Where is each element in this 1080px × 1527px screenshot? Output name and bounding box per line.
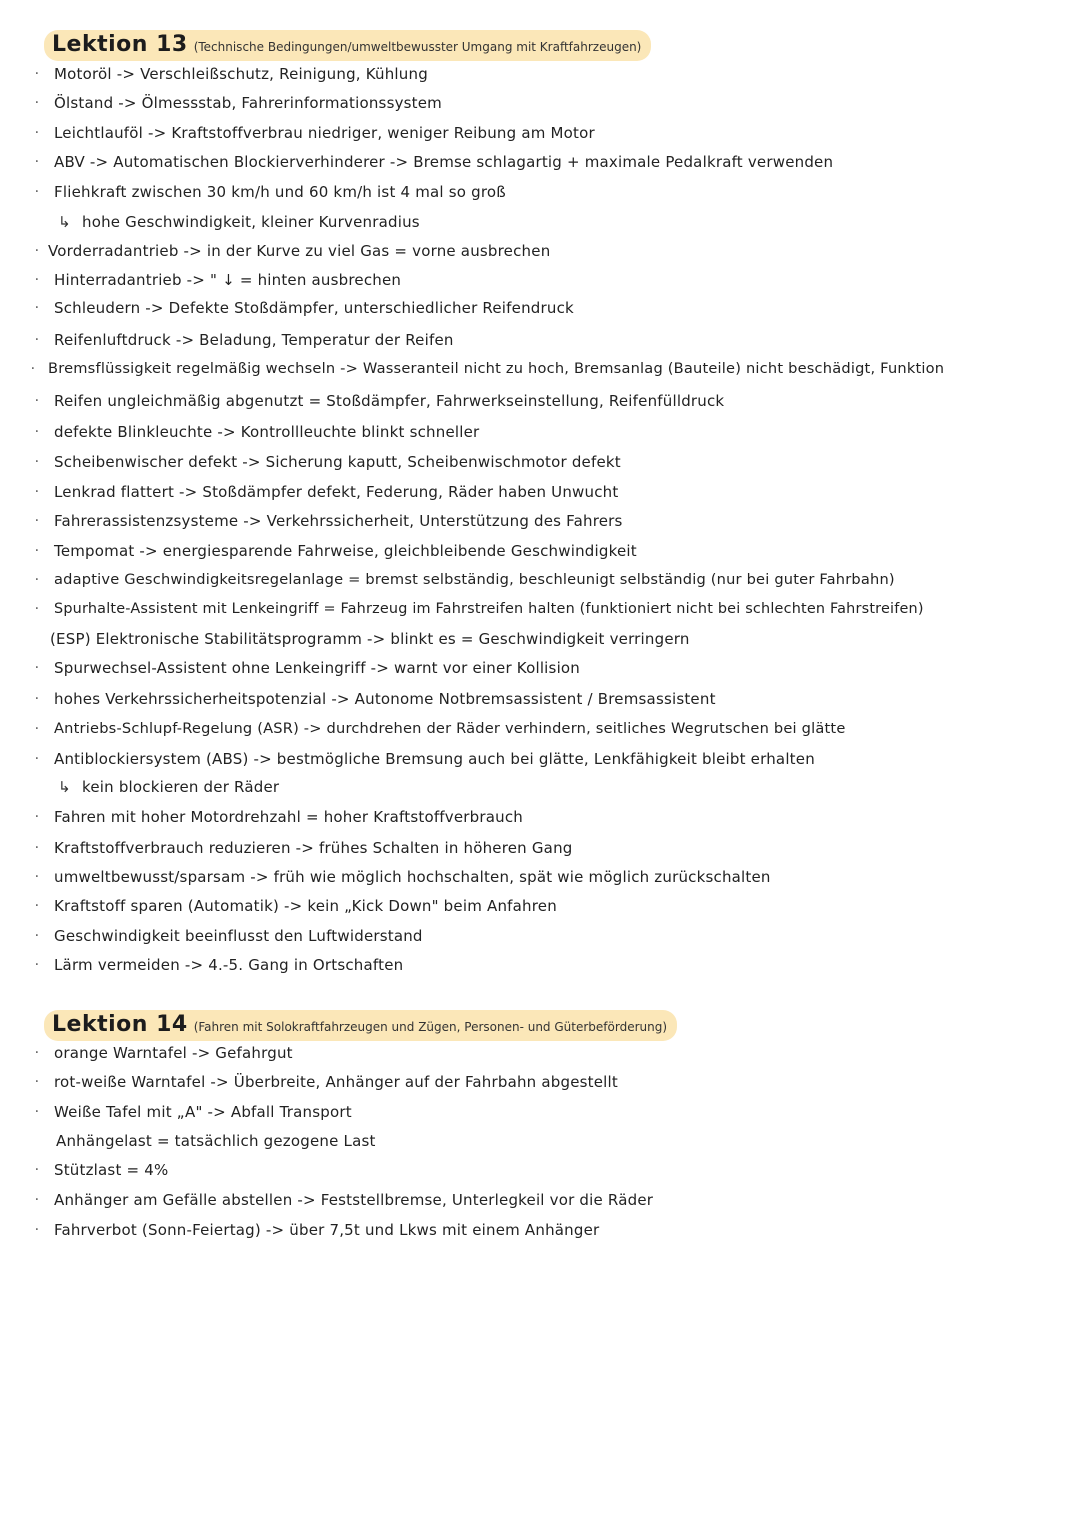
bullet-icon: · [34,1162,40,1178]
bullet-icon: · [34,184,40,200]
bullet-icon: · [34,513,40,529]
bullet-icon: · [34,454,40,470]
bullet-icon: · [34,154,40,170]
bullet-icon: · [34,1074,40,1090]
bullet-icon: · [34,928,40,944]
bullet-icon: · [34,243,40,259]
hook-arrow-icon: ↳ [58,778,71,796]
hook-arrow-icon: ↳ [58,213,71,231]
bullet-icon: · [30,361,36,377]
bullet-icon: · [34,332,40,348]
bullet-icon: · [34,691,40,707]
bullet-icon: · [34,840,40,856]
bullet-icon: · [34,125,40,141]
bullet-icon: · [34,809,40,825]
lektion-13-heading [44,30,651,61]
notes-page: Lektion 13 (Technische Bedingungen/umweltbewusster Umgang mit Kraftfahrzeugen) · Motoröl -> Verschleißschutz, Reinigung, Kühlung · Ölstand -> Ölmessstab, Fahrerinformationssystem · Leichtlauföl -> Kraftstoffverbrau niedriger, weniger Reibung am Motor · ABV -> Automatischen Blockierverhinderer -> Bremse schlagartig + maximale Pedalkraft verwenden · Fliehkraft zwischen 30 km/h und 60 km/h ist 4 mal so groß ↳ hohe Geschwindigkeit, kleiner Kurvenradius · Vorderradantrieb -> in der Kurve zu viel Gas = vorne ausbrechen · Hinterradantrieb -> " ↓ = hinten ausbrechen · Schleudern -> Defekte Stoßdämpfer, unterschiedlicher Reifendruck · Reifenluftdruck -> Beladung, Temperatur der Reifen · Bremsflüssigkeit regelmäßig wechseln -> Wasseranteil nicht zu hoch, Bremsanlag (Bauteile) nicht beschädigt, Funktion · Reifen ungleichmäßig abgenutzt = Stoßdämpfer, Fahrwerkseinstellung, Reifenfülldruck · defekte Blinkleuchte -> Kontrollleuchte blinkt schneller · Scheibenwischer defekt -> Sicherung kaputt, Scheibenwischmotor defekt · Lenkrad flattert -> Stoßdämpfer defekt, Federung, Räder haben Unwucht · Fahrerassistenzsysteme -> Verkehrssicherheit, Unterstützung des Fahrers · Tempomat -> energiesparende Fahrweise, gleichbleibende Geschwindigkeit · adaptive Geschwindigkeitsregelanlage = bremst selbständig, beschleunigt selbständig (nur bei guter Fahrbahn) · Spurhalte-Assistent mit Lenkeingriff = Fahrzeug im Fahrstreifen halten (funktioniert nicht bei schlechten Fahrstreifen) (ESP) Elektronische Stabilitätsprogramm -> blinkt es = Geschwindigkeit verringern · Spurwechsel-Assistent ohne Lenkeingriff -> warnt vor einer Kollision · hohes Verkehrssicherheitspotenzial -> Autonome Notbremsassistent / Bremsassistent · Antriebs-Schlupf-Regelung (ASR) -> durchdrehen der Räder verhindern, seitliches Wegrutschen bei glätte · Antiblockiersystem (ABS) -> bestmögliche Bremsung auch bei glätte, Lenkfähigkeit bleibt erhalten ↳ kein blockieren der Räder · Fahren mit hoher Motordrehzahl = hoher Kraftstoffverbrauch · Kraftstoffverbrauch reduzieren -> frühes Schalten in höheren Gang · umweltbewusst/sparsam -> früh wie möglich hochschalten, spät wie möglich zurückschalten · Kraftstoff sparen (Automatik) -> kein „Kick Down" beim Anfahren · Geschwindigkeit beeinflusst den Luftwiderstand · Lärm vermeiden -> 4.-5. Gang in Ortschaften Lektion 14 (Fahren mit Solokraftfahrzeugen und Zügen, Personen- und Güterbeförderung) · orange Warntafel -> Gefahrgut · rot-weiße Warntafel -> Überbreite, Anhänger auf der Fahrbahn abgestellt · Weiße Tafel mit „A" -> Abfall Transport Anhängelast = tatsächlich gezogene Last · Stützlast = 4% · Anhänger am Gefälle abstellen -> Feststellbremse, Unterlegkeil vor die Räder · Fahrverbot (Sonn-Feiertag) -> über 7,5t und Lkws mit einem Anhänger [0,0,1080,1527]
bullet-icon: · [34,95,40,111]
bullet-icon: · [34,393,40,409]
bullet-icon: · [34,272,40,288]
bullet-icon: · [34,869,40,885]
bullet-icon: · [34,66,40,82]
lektion-14-heading [44,1010,677,1041]
bullet-icon: · [34,572,40,588]
bullet-icon: · [34,1045,40,1061]
lektion-13-title: Lektion 13 [52,32,188,57]
bullet-icon: · [34,543,40,559]
bullet-icon: · [34,1192,40,1208]
bullet-icon: · [34,721,40,737]
bullet-icon: · [34,660,40,676]
bullet-icon: · [34,484,40,500]
lektion-14-title: Lektion 14 [52,1012,188,1037]
bullet-icon: · [34,751,40,767]
bullet-icon: · [34,601,40,617]
bullet-icon: · [34,1222,40,1238]
lektion-13-subtitle: (Technische Bedingungen/umweltbewusster Umgang mit Kraftfahrzeugen) [193,40,642,54]
bullet-icon: · [34,424,40,440]
bullet-icon: · [34,1104,40,1120]
lektion-14-subtitle: (Fahren mit Solokraftfahrzeugen und Zügen, Personen- und Güterbeförderung) [193,1020,668,1034]
bullet-icon: · [34,957,40,973]
bullet-icon: · [34,300,40,316]
bullet-icon: · [34,898,40,914]
